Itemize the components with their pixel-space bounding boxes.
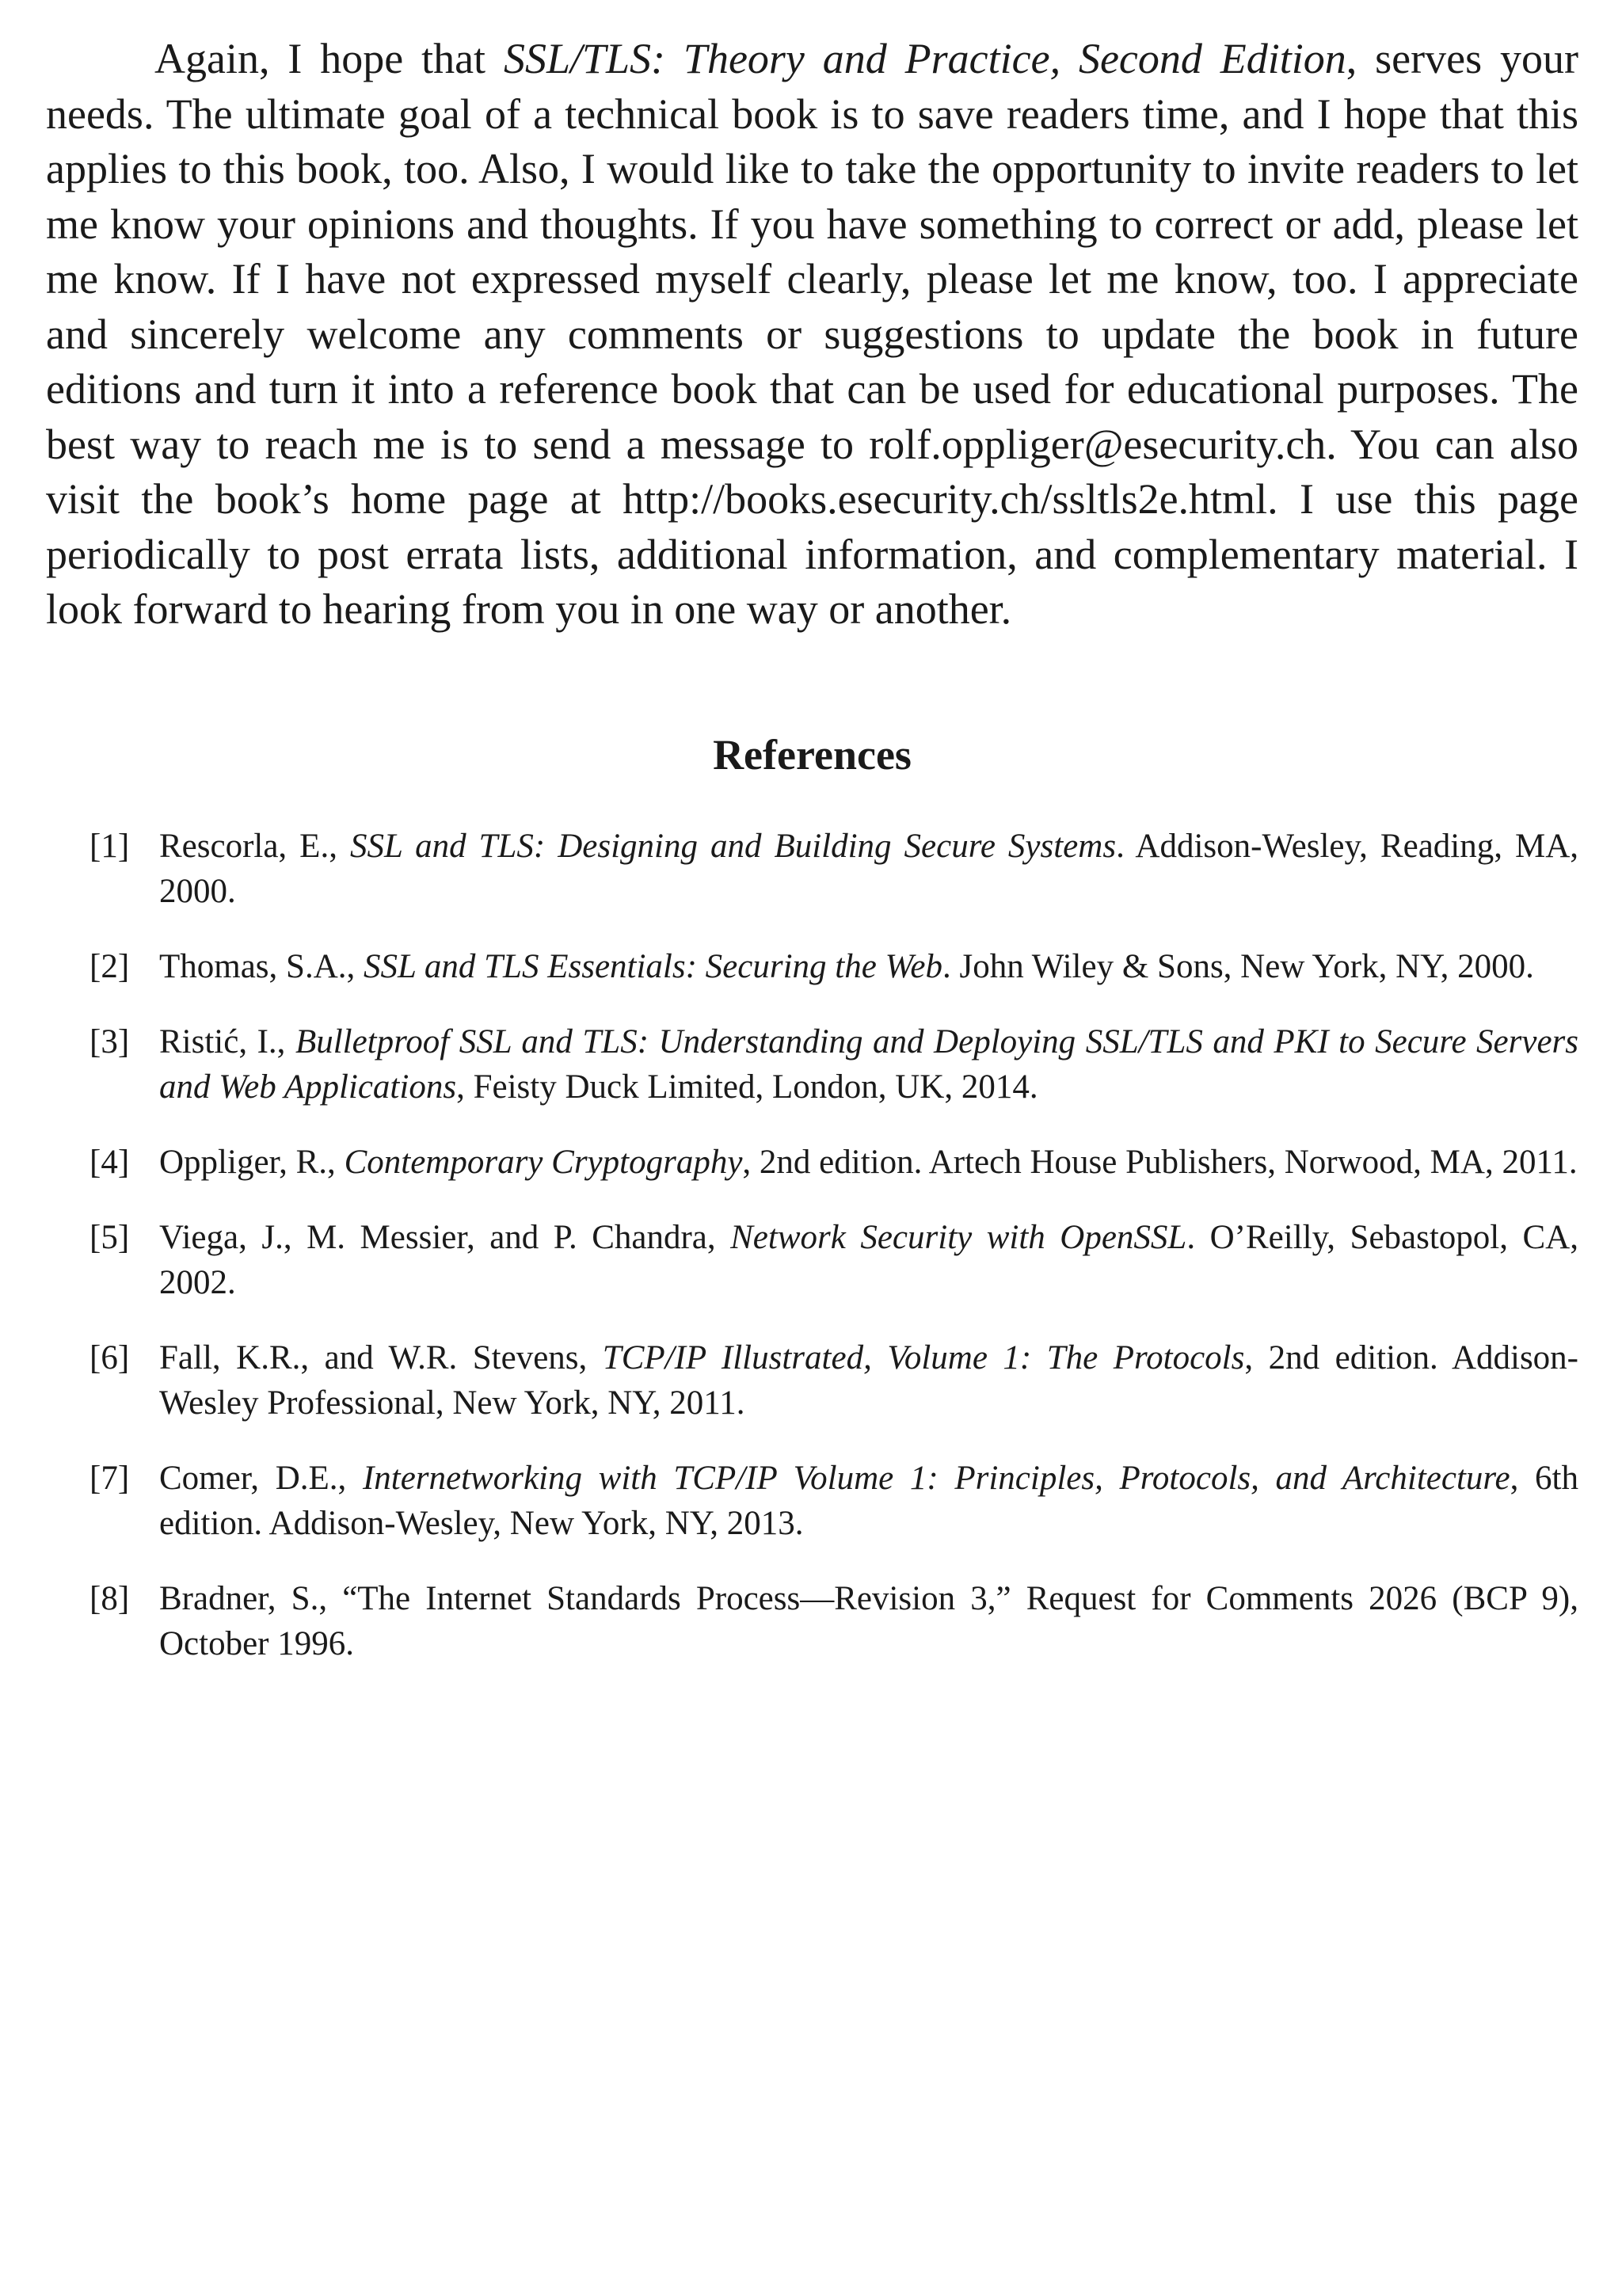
reference-title: Network Security with OpenSSL (730, 1218, 1187, 1256)
reference-number: [2] (89, 947, 130, 985)
reference-item (46, 1215, 1578, 1305)
reference-item (46, 1456, 1578, 1546)
reference-authors: Thomas, S.A., (159, 947, 364, 985)
reference-number: [8] (89, 1579, 130, 1617)
reference-authors: Oppliger, R., (159, 1143, 345, 1181)
reference-title: TCP/IP Illustrated, Volume 1: The Protocols (602, 1338, 1245, 1376)
reference-authors: Bradner, S., “The Internet Standards Process—Revision 3,” Request for Comments 2026 (BCP 9), October 1996. (159, 1579, 1578, 1662)
reference-publisher: , Feisty Duck Limited, London, UK, 2014. (456, 1068, 1038, 1106)
references-list (46, 824, 1578, 1666)
reference-item (46, 944, 1578, 989)
reference-number: [1] (89, 827, 130, 865)
reference-title: Contemporary Cryptography (344, 1143, 743, 1181)
reference-authors: Rescorla, E., (159, 827, 350, 865)
reference-authors: Comer, D.E., (159, 1459, 363, 1497)
reference-item (46, 1576, 1578, 1666)
reference-number: [7] (89, 1459, 130, 1497)
book-title: SSL/TLS: Theory and Practice, Second Edition (503, 35, 1346, 82)
reference-publisher: . Addison-Wesley, Reading, MA, 2000. (159, 827, 1578, 910)
intro-body: , serves your needs. The ultimate goal of a technical book is to save readers time, and I hope that this applies to this book, too. Also, I would like to take the opportunity to invite readers to let me know your opinions and thoughts. If you have something to correct or add, please let me know. If I have not expressed myself clearly, please let me know, too. I appreciate and sincerely welcome any comments or suggestions to update the book in future editions and turn it into a reference book that can be used for educational purposes. The best way to reach me is to send a message to rolf.oppliger@esecurity.ch. You can also visit the book’s home page at http://books.esecurity.ch/ssltls2e.html. I use this page periodically to post errata lists, additional information, and complementary material. I look forward to hearing from you in one way or another. (46, 35, 1578, 633)
reference-authors: Viega, J., M. Messier, and P. Chandra, (159, 1218, 731, 1256)
reference-title: Bulletproof SSL and TLS: Understanding and Deploying SSL/TLS and PKI to Secure Servers and Web Applications (159, 1022, 1578, 1106)
reference-title: Internetworking with TCP/IP Volume 1: Principles, Protocols, and Architecture (362, 1459, 1510, 1497)
reference-publisher: , 2nd edition. Artech House Publishers, Norwood, MA, 2011. (742, 1143, 1578, 1181)
reference-number: [4] (89, 1143, 130, 1181)
reference-publisher: , 2nd edition. Addison-Wesley Professional, New York, NY, 2011. (159, 1338, 1578, 1422)
reference-number: [3] (89, 1022, 130, 1060)
intro-lead: Again, I hope that (154, 35, 504, 82)
reference-item (46, 1140, 1578, 1185)
reference-publisher: , 6th edition. Addison-Wesley, New York, NY, 2013. (159, 1459, 1578, 1542)
reference-authors: Ristić, I., (159, 1022, 295, 1060)
reference-title: SSL and TLS Essentials: Securing the Web (364, 947, 943, 985)
reference-publisher: . John Wiley & Sons, New York, NY, 2000. (942, 947, 1534, 985)
reference-item (46, 824, 1578, 914)
reference-authors: Fall, K.R., and W.R. Stevens, (159, 1338, 603, 1376)
reference-item (46, 1335, 1578, 1426)
reference-publisher: . O’Reilly, Sebastopol, CA, 2002. (159, 1218, 1578, 1301)
reference-number: [6] (89, 1338, 130, 1376)
closing-paragraph (46, 32, 1578, 638)
reference-item (46, 1019, 1578, 1110)
references-heading: References (713, 730, 912, 779)
reference-title: SSL and TLS: Designing and Building Secure Systems (349, 827, 1117, 865)
document-page (46, 32, 1578, 1696)
reference-number: [5] (89, 1218, 130, 1256)
